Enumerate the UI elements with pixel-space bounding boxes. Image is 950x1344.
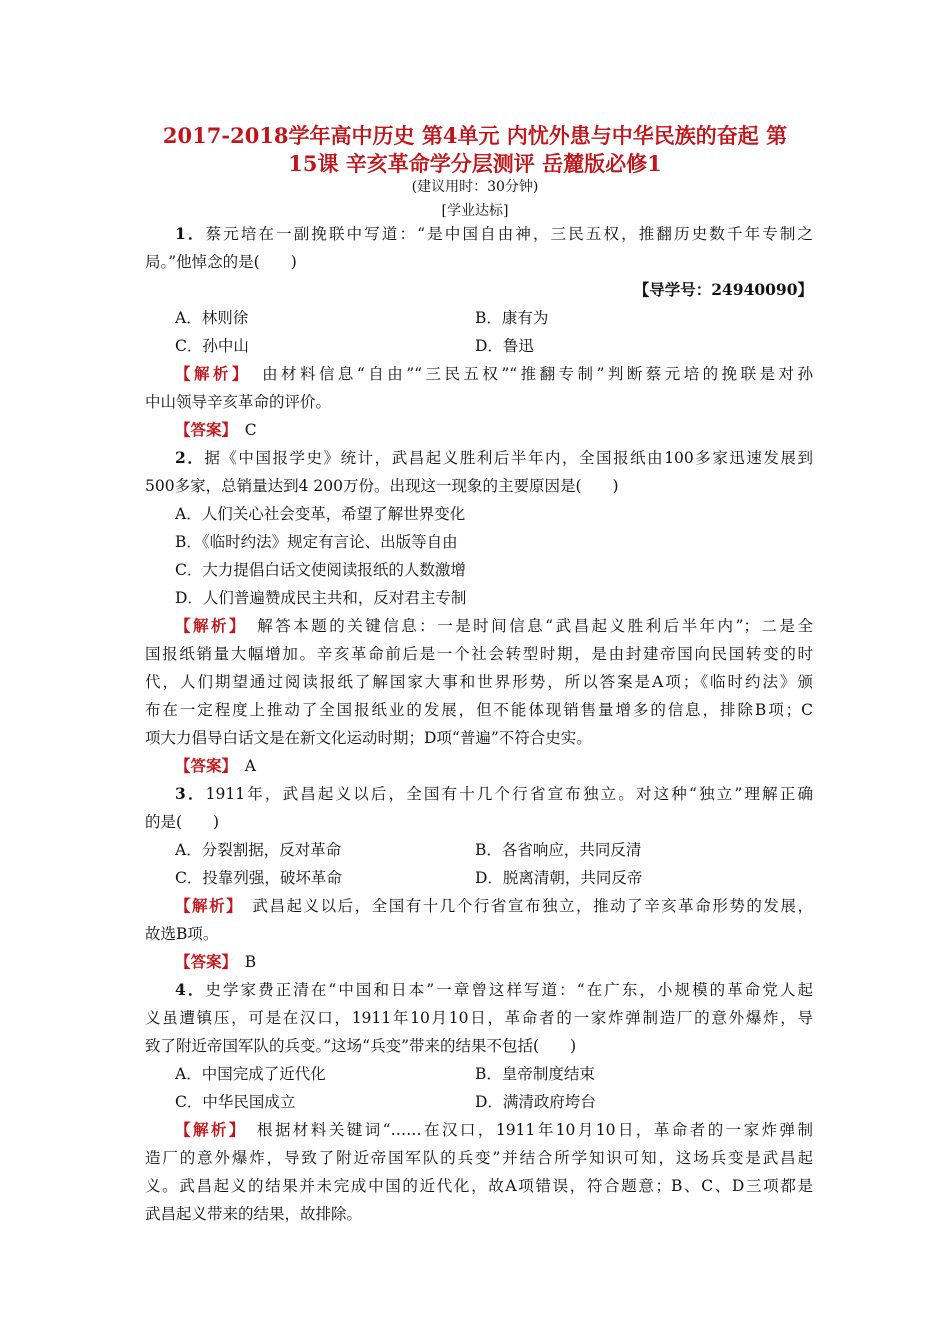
q3-option-c: C．投靠列强，破坏革命	[175, 869, 342, 887]
q2-analysis-line-5: 项大力倡导白话文是在新文化运动时期；D项“普遍”不符合史实。	[145, 729, 592, 747]
q3-option-d: D．脱离清朝，共同反帝	[475, 869, 643, 887]
q2-option-a: A．人们关心社会变革，希望了解世界变化	[175, 505, 466, 523]
q4-analysis-line-1: 【解析】 根据材料关键词“……在汉口，1911年10月10日，革命者的一家炸弹制	[175, 1120, 813, 1139]
q1-guide-number: 【导学号：24940090】	[633, 280, 813, 299]
q1-stem-line-2: 局。”他悼念的是( )	[145, 253, 297, 271]
document-title-line-1: 2017-2018学年高中历史 第4单元 内忧外患与中华民族的奋起 第	[162, 123, 788, 148]
q3-option-b: B．各省响应，共同反清	[475, 841, 642, 859]
q3-analysis-line-1: 【解析】 武昌起义以后，全国有十几个行省宣布独立，推动了辛亥革命形势的发展，	[175, 896, 813, 915]
q3-stem-line-2: 的是( )	[145, 813, 220, 831]
section-heading: [学业达标]	[441, 203, 509, 219]
q4-analysis-line-3: 义。武昌起义的结果并未完成中国的近代化，故A项错误，符合题意；B、C、D三项都是	[145, 1177, 813, 1195]
q4-option-b: B．皇帝制度结束	[475, 1065, 595, 1083]
q4-analysis-line-4: 武昌起义带来的结果，故排除。	[145, 1205, 363, 1223]
q4-analysis-line-2: 造厂的意外爆炸，导致了附近帝国军队的兵变”并结合所学知识可知，这场兵变是武昌起	[145, 1149, 813, 1167]
q3-number: 3．	[175, 784, 206, 803]
document-title-line-2: 15课 辛亥革命学分层测评 岳麓版必修1	[288, 151, 662, 176]
q2-stem-line-2: 500多家，总销量达到4 200万份。出现这一现象的主要原因是( )	[145, 477, 619, 495]
q1-answer: 【答案】 C	[175, 420, 257, 439]
q1-option-d: D．鲁迅	[475, 337, 534, 355]
q3-answer: 【答案】 B	[175, 952, 257, 971]
analysis-tag: 【解析】	[175, 1120, 240, 1139]
q2-option-c: C．大力提倡白话文使阅读报纸的人数激增	[175, 561, 466, 579]
analysis-tag: 【解析】	[175, 896, 236, 915]
q4-option-d: D．满清政府垮台	[475, 1093, 596, 1111]
q4-number: 4．	[175, 980, 206, 999]
q2-analysis-line-3: 代，人们期望通过阅读报纸了解国家大事和世界形势，所以答案是A项；《临时约法》颁	[145, 673, 813, 691]
q1-option-c: C．孙中山	[175, 337, 249, 355]
analysis-tag: 【解析】	[175, 616, 240, 635]
q4-option-a: A．中国完成了近代化	[175, 1065, 326, 1083]
answer-tag: 【答案】	[175, 420, 230, 439]
q2-number: 2．	[175, 448, 205, 467]
q3-stem-line-1: 3．1911年，武昌起义以后，全国有十几个行省宣布独立。对这种“独立”理解正确	[175, 784, 813, 803]
q1-option-a: A．林则徐	[175, 309, 249, 327]
q1-analysis-line-1: 【解析】 由材料信息“自由”“三民五权”“推翻专制”判断蔡元培的挽联是对孙	[175, 364, 813, 383]
q2-analysis-line-2: 国报纸销量大幅增加。辛亥革命前后是一个社会转型时期，是由封建帝国向民国转变的时	[145, 645, 813, 663]
q3-option-a: A．分裂割据，反对革命	[175, 841, 342, 859]
q2-stem-line-1: 2．据《中国报学史》统计，武昌起义胜利后半年内，全国报纸由100多家迅速发展到	[175, 448, 813, 467]
q2-analysis-line-4: 布在一定程度上推动了全国报纸业的发展，但不能体现销售量增多的信息，排除B项；C	[145, 701, 813, 719]
q2-analysis-line-1: 【解析】 解答本题的关键信息：一是时间信息“武昌起义胜利后半年内”；二是全	[175, 616, 813, 635]
time-note: (建议用时：30分钟)	[411, 179, 539, 195]
q3-analysis-line-2: 故选B项。	[145, 925, 219, 943]
q4-stem-line-3: 致了附近帝国军队的兵变。”这场“兵变”带来的结果不包括( )	[145, 1037, 577, 1055]
analysis-tag: 【解析】	[175, 364, 244, 383]
q1-analysis-line-2: 中山领导辛亥革命的评价。	[145, 393, 332, 411]
answer-tag: 【答案】	[175, 756, 230, 775]
q2-answer: 【答案】 A	[175, 756, 256, 775]
q1-option-b: B．康有为	[475, 309, 549, 327]
q2-option-b: B．《临时约法》规定有言论、出版等自由	[175, 533, 458, 551]
q1-stem-line-1: 1．蔡元培在一副挽联中写道：“是中国自由神，三民五权，推翻历史数千年专制之	[175, 224, 813, 243]
q2-option-d: D．人们普遍赞成民主共和，反对君主专制	[175, 589, 467, 607]
answer-tag: 【答案】	[175, 952, 230, 971]
q1-number: 1．	[175, 224, 206, 243]
q4-option-c: C．中华民国成立	[175, 1093, 296, 1111]
q4-stem-line-2: 义虽遭镇压，可是在汉口，1911年10月10日，革命者的一家炸弹制造厂的意外爆炸，导	[145, 1009, 813, 1027]
q4-stem-line-1: 4．史学家费正清在“中国和日本”一章曾这样写道：“在广东，小规模的革命党人起	[175, 980, 813, 999]
